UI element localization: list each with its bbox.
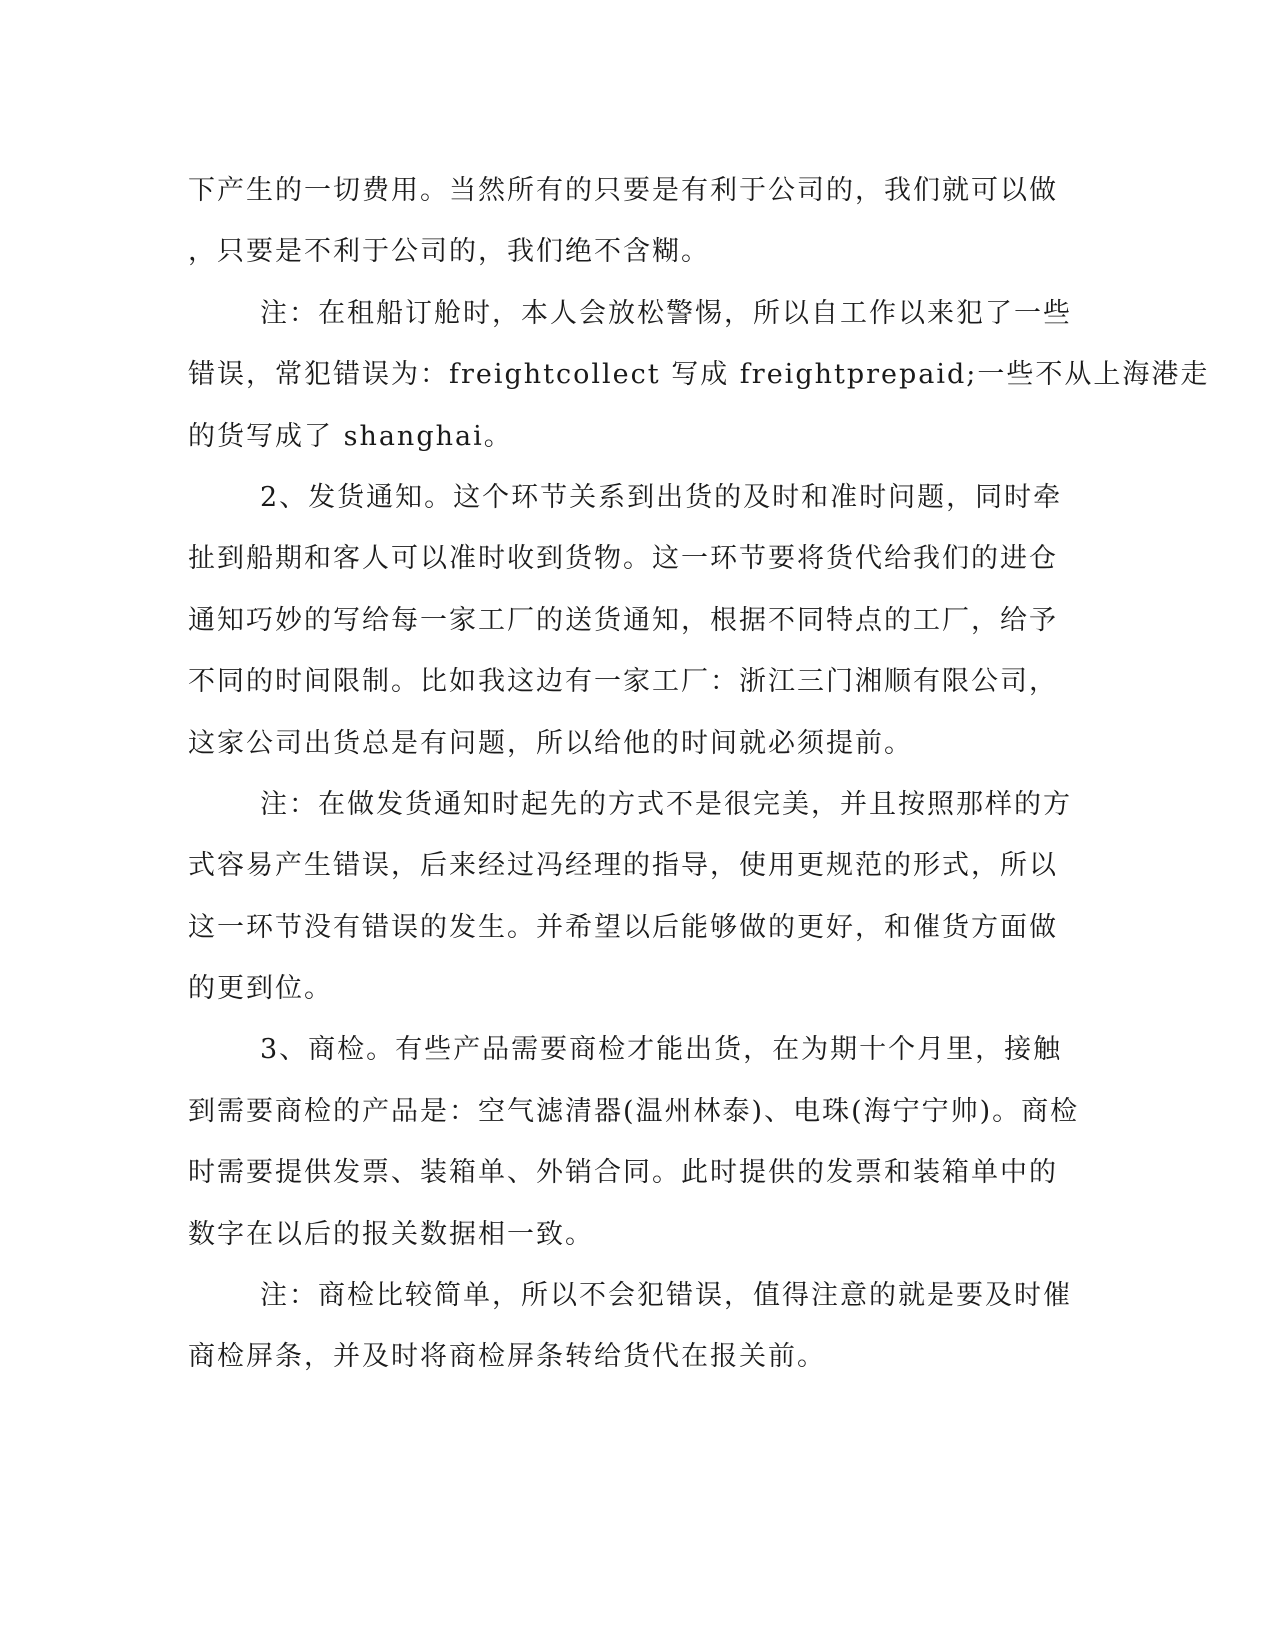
paragraph-line: 3、商检。有些产品需要商检才能出货，在为期十个月里，接触 <box>260 1034 1063 1066</box>
paragraph-line: 这一环节没有错误的发生。并希望以后能够做的更好，和催货方面做 <box>188 911 1058 943</box>
document-body <box>188 160 1210 1388</box>
paragraph-line: 时需要提供发票、装箱单、外销合同。此时提供的发票和装箱单中的 <box>188 1157 1058 1189</box>
paragraph-line: 通知巧妙的写给每一家工厂的送货通知，根据不同特点的工厂，给予 <box>188 604 1058 636</box>
paragraph-line: 不同的时间限制。比如我这边有一家工厂：浙江三门湘顺有限公司， <box>188 666 1058 698</box>
paragraph-line: 注：在做发货通知时起先的方式不是很完美，并且按照那样的方 <box>260 788 1072 820</box>
paragraph-line: 到需要商检的产品是：空气滤清器(温州林泰)、电珠(海宁宁帅)。商检 <box>188 1095 1080 1127</box>
paragraph-line: 注：商检比较简单，所以不会犯错误，值得注意的就是要及时催 <box>260 1280 1072 1312</box>
paragraph-line: 这家公司出货总是有问题，所以给他的时间就必须提前。 <box>188 727 913 759</box>
paragraph-line: 2、发货通知。这个环节关系到出货的及时和准时问题，同时牵 <box>260 481 1063 513</box>
paragraph-3 <box>188 467 1088 774</box>
paragraph-5 <box>188 1019 1088 1265</box>
paragraph-6 <box>188 1265 1088 1388</box>
paragraph-line: 错误，常犯错误为：freightcollect 写成 freightprepaid;一些不从上海港走 <box>188 359 1210 391</box>
paragraph-line: ，只要是不利于公司的，我们绝不含糊。 <box>188 236 710 268</box>
paragraph-1 <box>188 160 1088 283</box>
paragraph-line: 下产生的一切费用。当然所有的只要是有利于公司的，我们就可以做 <box>188 175 1058 206</box>
paragraph-line: 的货写成了 shanghai。 <box>188 420 513 452</box>
paragraph-line: 数字在以后的报关数据相一致。 <box>188 1218 594 1250</box>
paragraph-line: 商检屏条，并及时将商检屏条转给货代在报关前。 <box>188 1341 826 1373</box>
paragraph-line: 式容易产生错误，后来经过冯经理的指导，使用更规范的形式，所以 <box>188 850 1058 882</box>
paragraph-4 <box>188 774 1088 1020</box>
paragraph-line: 的更到位。 <box>188 973 333 1005</box>
paragraph-line: 扯到船期和客人可以准时收到货物。这一环节要将货代给我们的进仓 <box>188 543 1058 575</box>
paragraph-2 <box>188 283 1210 467</box>
paragraph-line: 注：在租船订舱时，本人会放松警惕，所以自工作以来犯了一些 <box>260 297 1072 329</box>
